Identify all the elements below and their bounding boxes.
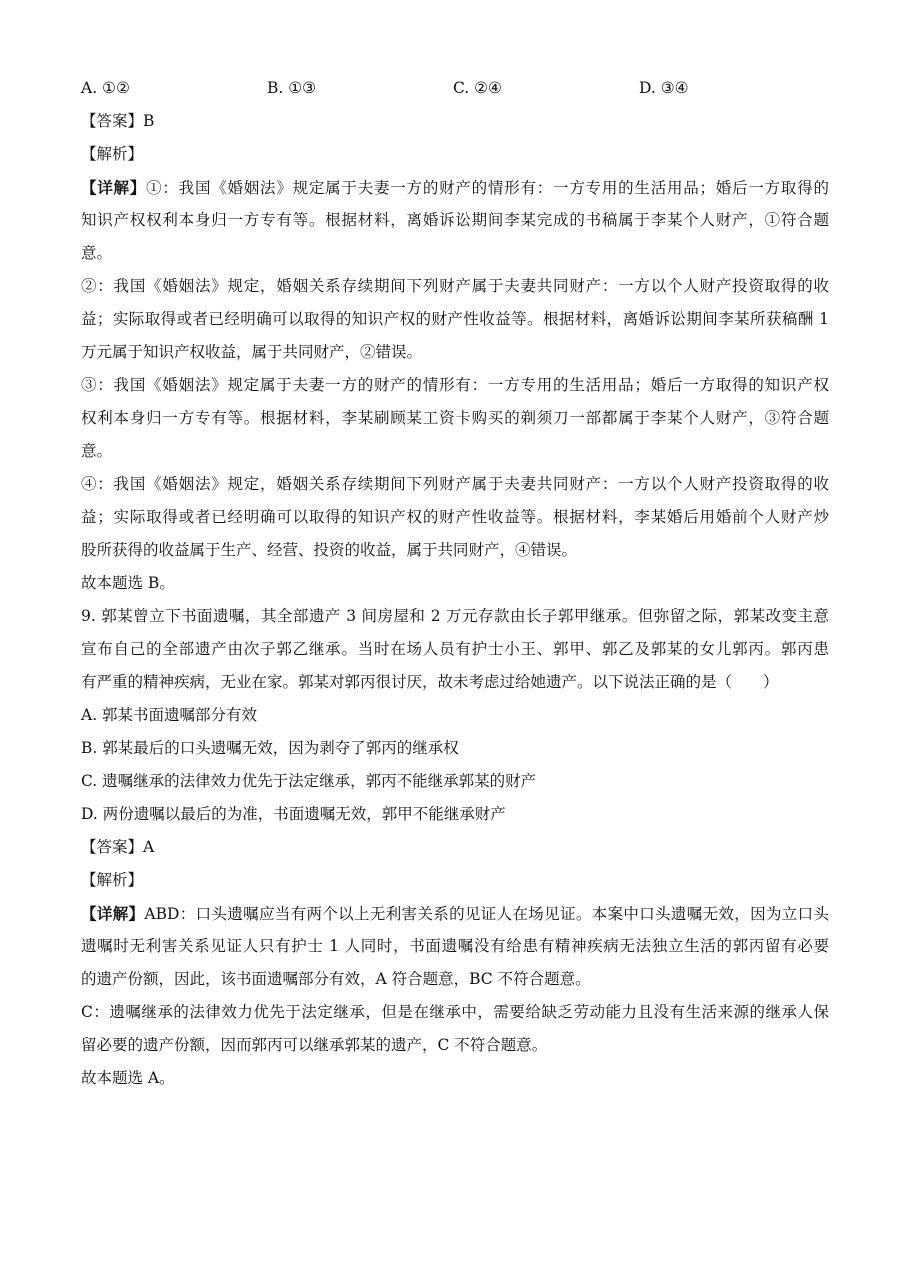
q8-option-a: A. ①② [81,79,130,97]
q9-detail-line: 遗嘱时无利害关系见证人只有护士 1 人同时，书面遗嘱没有给患有精神疾病无法独立生活的郭丙留有必要 [81,937,829,955]
q8-detail-line: 万元属于知识产权收益，属于共同财产，②错误。 [81,343,423,361]
q8-detail-line: 意。 [81,442,113,460]
q9-answer: 【答案】A [81,838,155,856]
q9-stem-line: 有严重的精神疾病，无业在家。郭某对郭丙很讨厌，故未考虑过给她遗产。以下说法正确的是（ ） [81,673,779,691]
q8-detail-text: ①：我国《婚姻法》规定属于夫妻一方的财产的情形有：一方专用的生活用品；婚后一方取得的 [146,179,829,197]
q8-detail-tag: 【详解】 [81,178,147,197]
q8-detail-line: ④：我国《婚姻法》规定，婚姻关系存续期间下列财产属于夫妻共同财产：一方以个人财产投资取得的收 [81,475,829,493]
q8-option-b: B. ①③ [267,79,317,97]
q9-option-b: B. 郭某最后的口头遗嘱无效，因为剥夺了郭丙的继承权 [81,739,459,757]
q9-stem-line: 9. 郭某曾立下书面遗嘱，其全部遗产 3 间房屋和 2 万元存款由长子郭甲继承。但弥留之际，郭某改变主意 [81,607,829,625]
q8-answer: 【答案】B [81,112,155,130]
document-page [81,72,829,1095]
q9-option-d: D. 两份遗嘱以最后的为准，书面遗嘱无效，郭甲不能继承财产 [81,805,506,823]
q8-options [81,72,829,105]
q9-conclusion: 故本题选 A。 [81,1069,175,1087]
q8-detail-line: 益；实际取得或者已经明确可以取得的知识产权的财产性收益等。根据材料，李某婚后用婚前个人财产炒 [81,508,829,526]
q9-detail-line [81,897,829,930]
q9-detail-line: 留必要的遗产份额，因而郭丙可以继承郭某的遗产，C 不符合题意。 [81,1036,548,1054]
q9-detail-line: 的遗产份额，因此，该书面遗嘱部分有效，A 符合题意，BC 不符合题意。 [81,970,591,988]
q8-detail-line: 知识产权权利本身归一方专有等。根据材料，离婚诉讼期间李某完成的书稿属于李某个人财产，①符合题 [81,211,829,229]
q8-detail-line: 意。 [81,244,113,262]
q8-detail-line: 股所获得的收益属于生产、经营、投资的收益，属于共同财产，④错误。 [81,541,578,559]
q8-detail-line: ③：我国《婚姻法》规定属于夫妻一方的财产的情形有：一方专用的生活用品；婚后一方取得的知识产权 [81,376,829,394]
q9-detail-line: C：遗嘱继承的法律效力优先于法定继承，但是在继承中，需要给缺乏劳动能力且没有生活来源的继承人保 [81,1003,829,1021]
q9-stem-line: 宣布自己的全部遗产由次子郭乙继承。当时在场人员有护士小王、郭甲、郭乙及郭某的女儿郭丙。郭丙患 [81,640,829,658]
q8-detail-line: 权利本身归一方专有等。根据材料，李某刷顾某工资卡购买的剃须刀一部都属于李某个人财产，③符合题 [81,409,829,427]
q8-conclusion: 故本题选 B。 [81,574,175,592]
q8-analysis-heading: 【解析】 [81,145,144,163]
q8-option-c: C. ②④ [453,79,502,97]
q8-detail-line: ②：我国《婚姻法》规定，婚姻关系存续期间下列财产属于夫妻共同财产：一方以个人财产投资取得的收 [81,277,829,295]
q9-detail-tag: 【详解】 [81,904,145,923]
q8-detail-line [81,171,829,204]
q9-option-a: A. 郭某书面遗嘱部分有效 [81,706,258,724]
q8-detail-line: 益；实际取得或者已经明确可以取得的知识产权的财产性收益等。根据材料，离婚诉讼期间李某所获稿酬 1 [81,310,829,328]
q9-detail-text: ABD：口头遗嘱应当有两个以上无利害关系的见证人在场见证。本案中口头遗嘱无效，因为立口头 [144,905,829,923]
q9-analysis-heading: 【解析】 [81,871,144,889]
q9-option-c: C. 遗嘱继承的法律效力优先于法定继承，郭丙不能继承郭某的财产 [81,772,537,790]
q8-option-d: D. ③④ [639,79,689,97]
